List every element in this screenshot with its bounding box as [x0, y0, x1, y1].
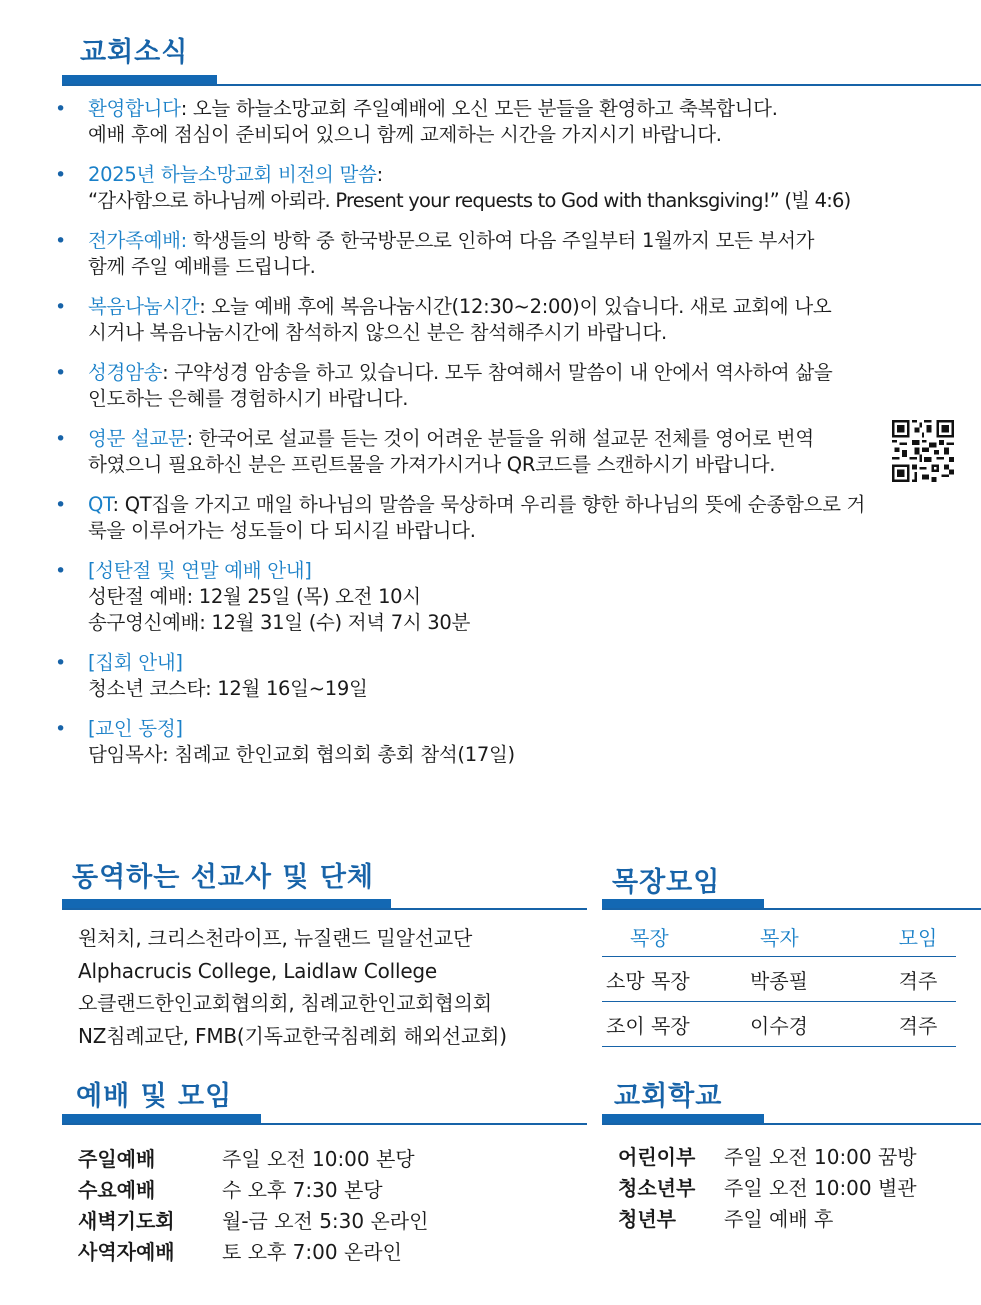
news-item-memorization [52, 360, 967, 412]
missions-list [78, 922, 507, 1052]
column-header: 목장 [630, 925, 669, 950]
schedule-time: 수 오후 7:30 본당 [222, 1178, 383, 1202]
news-item-qt [52, 492, 967, 544]
news-item-text: : 오늘 하늘소망교회 주일예배에 오신 모든 분들을 환영하고 축복합니다. [180, 97, 778, 120]
cells-title: 목장모임 [612, 867, 721, 898]
news-item-label: [성탄절 및 연말 예배 안내] [88, 559, 312, 582]
bullet-icon: • [55, 494, 66, 516]
worship-schedule [78, 1144, 428, 1268]
news-item-gathering [52, 650, 967, 702]
bullet-icon: • [55, 560, 66, 582]
news-item-label: QT [88, 493, 113, 516]
schedule-row [78, 1237, 428, 1268]
news-item-text: : 한국어로 설교를 듣는 것이 어려운 분들을 위해 설교문 전체를 영어로 번역 [186, 427, 814, 450]
school-title-underline [602, 1114, 764, 1123]
mission-line: Alphacrucis College, Laidlaw College [78, 958, 438, 983]
news-item-text: 인도하는 은혜를 경험하시기 바랍니다. [88, 387, 409, 410]
news-item-text: : QT집을 가지고 매일 하나님의 말씀을 묵상하며 우리를 향한 하나님의 뜻에 순종함으로 거 [112, 493, 866, 516]
table-header [602, 916, 956, 957]
schedule-time: 주일 예배 후 [724, 1207, 834, 1231]
bullet-icon: • [55, 652, 66, 674]
news-item-label: 복음나눔시간 [88, 295, 200, 318]
schedule-name: 주일예배 [78, 1147, 156, 1171]
news-list [52, 96, 967, 782]
missions-title-underline [62, 899, 391, 908]
news-item-label: 환영합니다 [88, 97, 181, 120]
schedule-name: 새벽기도회 [78, 1209, 175, 1233]
news-item-label: 성경암송 [88, 361, 163, 384]
schedule-row [618, 1142, 917, 1173]
schedule-name: 수요예배 [78, 1178, 156, 1202]
schedule-row [78, 1206, 428, 1237]
bullet-icon: • [55, 98, 66, 120]
news-item-text: : [376, 163, 383, 186]
worship-title: 예배 및 모임 [76, 1081, 233, 1112]
news-item-text: 송구영신예배: 12월 31일 (수) 저녁 7시 30분 [88, 611, 471, 634]
bullet-icon: • [55, 296, 66, 318]
schedule-name: 청년부 [618, 1207, 676, 1231]
schedule-row [78, 1175, 428, 1206]
mission-line: NZ침례교단, FMB(기독교한국침례회 해외선교회) [78, 1023, 507, 1048]
schedule-name: 청소년부 [618, 1176, 696, 1200]
news-item-text: “감사함으로 하나님께 아뢰라. Present your requests to God with thanksgiving!” (빌 4:6) [88, 189, 851, 212]
table-cell: 박종필 [750, 968, 808, 993]
news-item-text: 성탄절 예배: 12월 25일 (목) 오전 10시 [88, 585, 421, 608]
news-item-family-worship [52, 228, 967, 280]
missions-divider [62, 908, 587, 910]
table-row [602, 1002, 956, 1047]
news-item-text: 함께 주일 예배를 드립니다. [88, 255, 316, 278]
bullet-icon: • [55, 230, 66, 252]
table-cell: 이수경 [750, 1013, 808, 1038]
schedule-time: 주일 오전 10:00 별관 [724, 1176, 917, 1200]
news-item-gospel-sharing [52, 294, 967, 346]
school-divider [602, 1123, 981, 1125]
bullet-icon: • [55, 362, 66, 384]
news-title: 교회소식 [80, 37, 189, 68]
news-item-text: 청소년 코스타: 12월 16일~19일 [88, 677, 368, 700]
news-item-text: 하였으니 필요하신 분은 프린트물을 가져가시거나 QR코드를 스캔하시기 바랍니다. [88, 453, 776, 476]
news-item-label: 2025년 하늘소망교회 비전의 말씀 [88, 163, 377, 186]
missions-title: 동역하는 선교사 및 단체 [72, 862, 375, 893]
news-item-label: 전가족예배: [88, 229, 187, 252]
mission-line: 원처치, 크리스천라이프, 뉴질랜드 밀알선교단 [78, 926, 473, 950]
worship-divider [62, 1123, 587, 1125]
news-item-text: : 구약성경 암송을 하고 있습니다. 모두 참여해서 말씀이 내 안에서 역사하여 삶을 [162, 361, 833, 384]
news-item-text: 예배 후에 점심이 준비되어 있으니 함께 교제하는 시간을 가지시기 바랍니다. [88, 123, 722, 146]
news-item-text: : 오늘 예배 후에 복음나눔시간(12:30~2:00)이 있습니다. 새로 교회에 나오 [199, 295, 832, 318]
news-item-label: [집회 안내] [88, 651, 183, 674]
news-item-welcome [52, 96, 967, 148]
table-cell: 조이 목장 [606, 1013, 690, 1038]
news-item-text: 학생들의 방학 중 한국방문으로 인하여 다음 주일부터 1월까지 모든 부서가 [186, 229, 815, 252]
news-item-text: 룩을 이루어가는 성도들이 다 되시길 바랍니다. [88, 519, 476, 542]
column-header: 목자 [760, 925, 799, 950]
schedule-row [618, 1204, 917, 1235]
schedule-name: 사역자예배 [78, 1240, 175, 1264]
cells-table [602, 916, 956, 1047]
news-item-english-sermon [52, 426, 967, 478]
news-item-text: 담임목사: 침례교 한인교회 협의회 총회 참석(17일) [88, 743, 515, 766]
cells-divider [602, 908, 981, 910]
news-item-vision [52, 162, 967, 214]
schedule-time: 토 오후 7:00 온라인 [222, 1240, 402, 1264]
cells-title-underline [602, 899, 764, 908]
schedule-row [78, 1144, 428, 1175]
school-title: 교회학교 [614, 1081, 723, 1112]
schedule-time: 주일 오전 10:00 본당 [222, 1147, 415, 1171]
bullet-icon: • [55, 164, 66, 186]
school-schedule [618, 1142, 917, 1235]
schedule-row [618, 1173, 917, 1204]
mission-line: 오클랜드한인교회협의회, 침례교한인교회협의회 [78, 991, 492, 1015]
news-item-christmas [52, 558, 967, 636]
news-item-member-news [52, 716, 967, 768]
schedule-time: 주일 오전 10:00 꿈방 [724, 1145, 917, 1169]
news-item-text: 시거나 복음나눔시간에 참석하지 않으신 분은 참석해주시기 바랍니다. [88, 321, 667, 344]
table-cell: 격주 [898, 968, 938, 993]
news-title-underline [62, 75, 217, 84]
worship-title-underline [62, 1114, 261, 1123]
news-divider [62, 84, 981, 86]
news-item-label: 영문 설교문 [88, 427, 187, 450]
news-item-label: [교인 동정] [88, 717, 183, 740]
table-cell: 격주 [898, 1013, 938, 1038]
bullet-icon: • [55, 428, 66, 450]
table-cell: 소망 목장 [606, 968, 690, 993]
schedule-name: 어린이부 [618, 1145, 696, 1169]
bullet-icon: • [55, 718, 66, 740]
table-row [602, 957, 956, 1002]
schedule-time: 월-금 오전 5:30 온라인 [222, 1209, 429, 1233]
column-header: 모임 [898, 925, 938, 950]
qr-code-icon[interactable] [892, 420, 954, 482]
